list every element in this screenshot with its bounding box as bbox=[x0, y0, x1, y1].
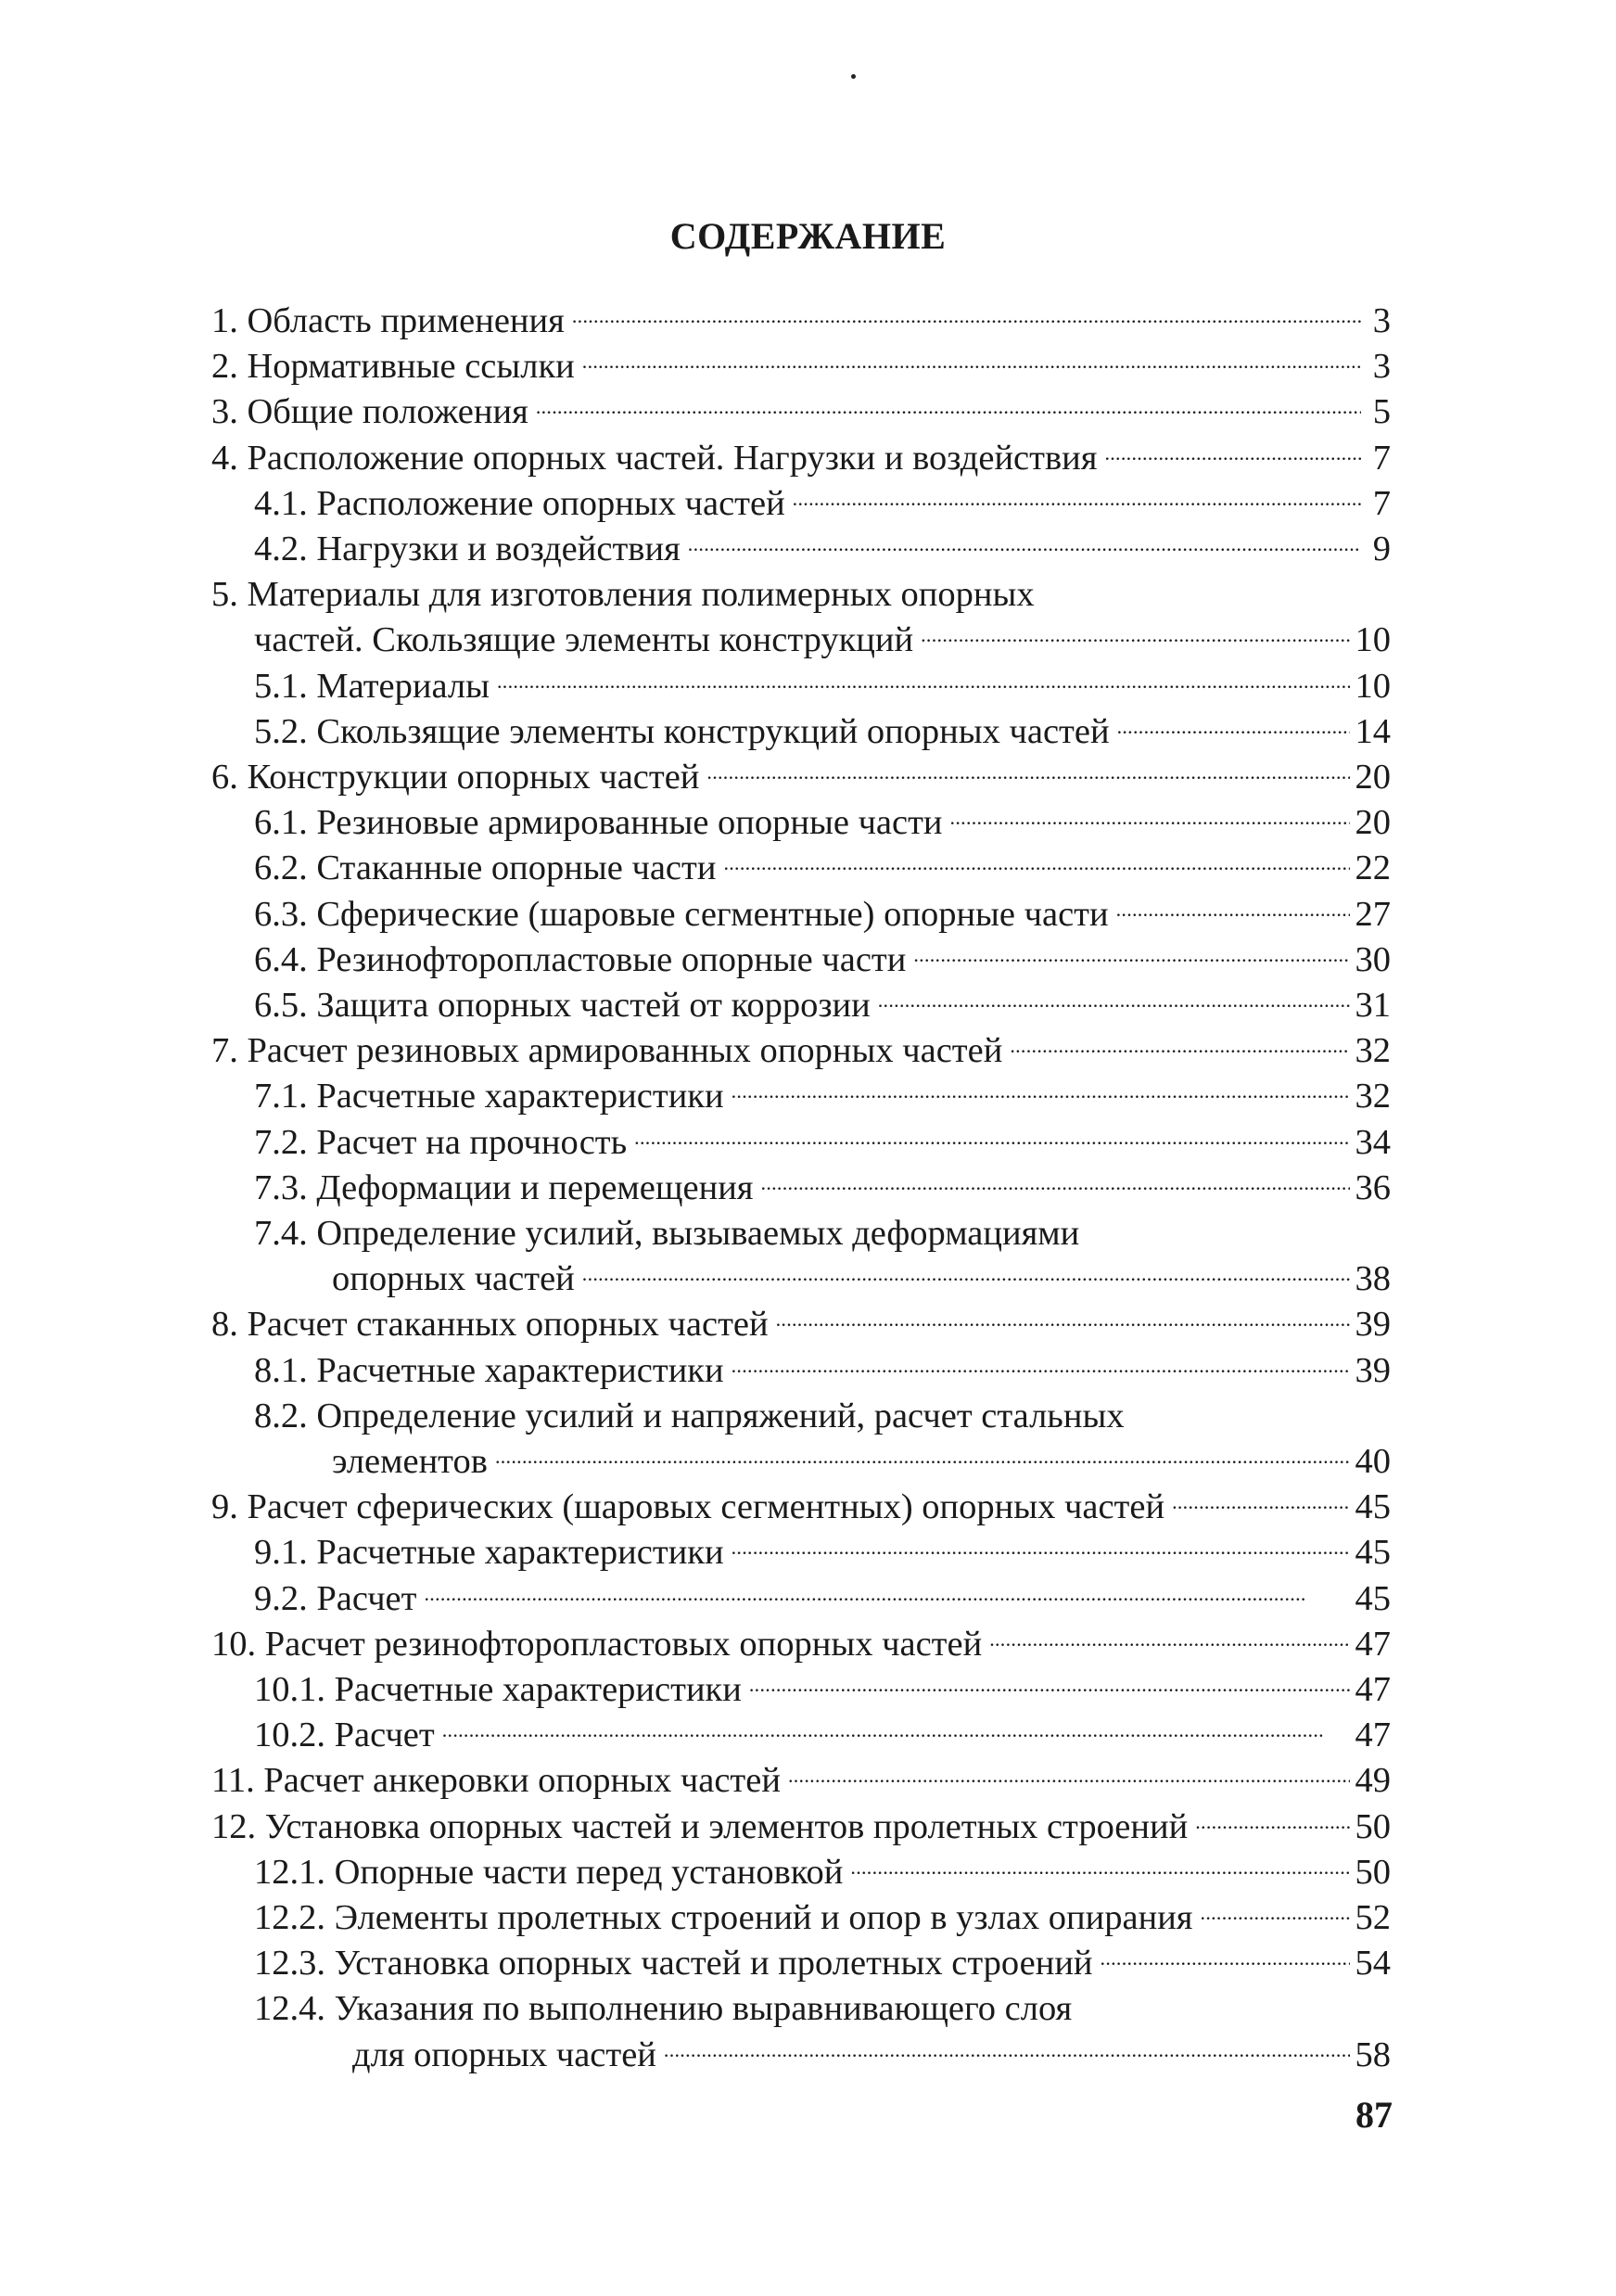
toc-entry bbox=[211, 389, 1391, 435]
toc-entry-page: 7 bbox=[1372, 483, 1391, 523]
toc-entry-title: 9.1. Расчетные характеристики bbox=[254, 1533, 724, 1573]
toc-dot-leader bbox=[1195, 1805, 1349, 1850]
toc-entry-title: 8. Расчет стаканных опорных частей bbox=[211, 1305, 769, 1345]
toc-entry bbox=[254, 481, 1391, 527]
toc-dot-leader bbox=[878, 983, 1350, 1028]
toc-entry bbox=[211, 1028, 1391, 1074]
toc-dot-leader bbox=[776, 1302, 1350, 1347]
toc-entry-title: 5.1. Материалы bbox=[254, 666, 490, 706]
toc-entry-page: 30 bbox=[1355, 939, 1391, 979]
toc-entry bbox=[211, 572, 1391, 618]
toc-entry-page: 36 bbox=[1355, 1167, 1391, 1207]
toc-entry-title: 7.2. Расчет на прочность bbox=[254, 1122, 628, 1162]
toc-dot-leader bbox=[1172, 1485, 1349, 1530]
toc-entry bbox=[211, 299, 1391, 344]
toc-entry-page: 27 bbox=[1355, 894, 1391, 934]
scan-speck bbox=[851, 74, 856, 79]
toc-dot-leader bbox=[688, 527, 1361, 572]
toc-dot-leader bbox=[1116, 892, 1350, 938]
toc-entry-title: 6.1. Резиновые армированные опорные части bbox=[254, 803, 943, 843]
toc-entry-page: 50 bbox=[1355, 1852, 1391, 1892]
toc-entry-title: 8.2. Определение усилий и напряжений, расчет стальных bbox=[254, 1396, 1125, 1435]
toc-dot-leader bbox=[749, 1667, 1350, 1713]
toc-entry-title: 4.1. Расположение опорных частей bbox=[254, 483, 785, 523]
toc-dot-leader bbox=[706, 755, 1349, 800]
toc-entry-title: 6.3. Сферические (шаровые сегментные) опорные части bbox=[254, 894, 1109, 934]
toc-entry-page: 9 bbox=[1372, 529, 1391, 568]
toc-entry-title: 4. Расположение опорных частей. Нагрузки и воздействия bbox=[211, 438, 1098, 478]
toc-entry-title: 7. Расчет резиновых армированных опорных частей bbox=[211, 1031, 1003, 1071]
toc-entry bbox=[254, 1713, 1391, 1758]
toc-entry bbox=[332, 1256, 1391, 1302]
toc-entry-title: 12.4. Указания по выполнению выравнивающего слоя bbox=[254, 1989, 1073, 2029]
toc-dot-leader bbox=[788, 1758, 1350, 1804]
toc-entry-page: 22 bbox=[1355, 848, 1391, 888]
toc-entry-page: 58 bbox=[1355, 2035, 1391, 2074]
toc-entry-title: 9.2. Расчет bbox=[254, 1578, 417, 1618]
toc-entry-title: 5. Материалы для изготовления полимерных опорных bbox=[211, 575, 1035, 615]
toc-entry-title: 6.2. Стаканные опорные части bbox=[254, 848, 717, 888]
toc-entry-title: элементов bbox=[332, 1442, 488, 1481]
toc-entry-page: 34 bbox=[1355, 1122, 1391, 1162]
toc-dot-leader bbox=[536, 389, 1361, 435]
toc-dot-leader bbox=[850, 1850, 1349, 1895]
toc-entry-title: 1. Область применения bbox=[211, 301, 565, 340]
toc-entry-title: 12.3. Установка опорных частей и пролетных строений bbox=[254, 1944, 1093, 1983]
toc-entry-page: 3 bbox=[1372, 301, 1391, 340]
toc-entry bbox=[211, 344, 1391, 389]
toc-entry bbox=[211, 1302, 1391, 1347]
toc-entry bbox=[211, 1805, 1391, 1850]
toc-entry bbox=[254, 892, 1391, 938]
toc-entry bbox=[254, 1576, 1391, 1622]
toc-dot-leader bbox=[732, 1074, 1350, 1119]
toc-entry-title: 6. Конструкции опорных частей bbox=[211, 758, 700, 797]
toc-entry-page: 10 bbox=[1355, 620, 1391, 660]
toc-entry bbox=[254, 1941, 1391, 1986]
toc-entry-title: 11. Расчет анкеровки опорных частей bbox=[211, 1761, 781, 1801]
toc-entry-title: 8.1. Расчетные характеристики bbox=[254, 1350, 724, 1390]
toc-entry-title: 12. Установка опорных частей и элементов пролетных строений bbox=[211, 1806, 1189, 1846]
toc-entry-page: 32 bbox=[1355, 1077, 1391, 1116]
toc-dot-leader bbox=[442, 1713, 1350, 1758]
toc-entry-title: 6.5. Защита опорных частей от коррозии bbox=[254, 986, 871, 1025]
toc-entry-page: 14 bbox=[1355, 711, 1391, 751]
toc-entry-page: 52 bbox=[1355, 1898, 1391, 1937]
toc-entry bbox=[254, 527, 1391, 572]
toc-entry bbox=[254, 983, 1391, 1028]
toc-dot-leader bbox=[582, 1256, 1350, 1302]
toc-dot-leader bbox=[793, 481, 1361, 527]
toc-entry-page: 47 bbox=[1355, 1670, 1391, 1709]
toc-entry-title: 12.1. Опорные части перед установкой bbox=[254, 1852, 844, 1892]
toc-entry-page: 38 bbox=[1355, 1259, 1391, 1299]
toc-entry-page: 39 bbox=[1355, 1350, 1391, 1390]
toc-entry bbox=[332, 1439, 1391, 1485]
toc-entry-title: частей. Скользящие элементы конструкций bbox=[254, 620, 914, 660]
toc-dot-leader bbox=[664, 2033, 1350, 2078]
toc-entry bbox=[254, 1986, 1391, 2032]
toc-entry bbox=[211, 436, 1391, 481]
toc-entry bbox=[211, 1485, 1391, 1530]
toc-entry bbox=[254, 938, 1391, 983]
toc-entry-title: 7.1. Расчетные характеристики bbox=[254, 1077, 724, 1116]
toc-entry bbox=[254, 1850, 1391, 1895]
toc-dot-leader bbox=[723, 846, 1349, 891]
toc-entry-title: 5.2. Скользящие элементы конструкций опорных частей bbox=[254, 711, 1110, 751]
toc-dot-leader bbox=[913, 938, 1349, 983]
toc-entry-title: 12.2. Элементы пролетных строений и опор в узлах опирания bbox=[254, 1898, 1193, 1937]
toc-entry bbox=[254, 1530, 1391, 1575]
toc-entry bbox=[254, 1348, 1391, 1394]
toc-dot-leader bbox=[582, 344, 1361, 389]
toc-entry-page: 5 bbox=[1372, 392, 1391, 432]
toc-entry bbox=[254, 1120, 1391, 1166]
toc-dot-leader bbox=[1101, 1941, 1350, 1986]
toc-dot-leader bbox=[1010, 1028, 1349, 1074]
toc-entry bbox=[211, 1758, 1391, 1804]
toc-entry bbox=[254, 1667, 1391, 1713]
toc-entry bbox=[254, 709, 1391, 755]
toc-entry bbox=[254, 618, 1391, 663]
toc-entry-page: 45 bbox=[1355, 1533, 1391, 1573]
toc-entry-page: 40 bbox=[1355, 1442, 1391, 1481]
toc-entry-page: 39 bbox=[1355, 1305, 1391, 1345]
toc-dot-leader bbox=[634, 1120, 1349, 1166]
toc-entry bbox=[254, 1211, 1391, 1256]
page-title: СОДЕРЖАНИЕ bbox=[669, 215, 947, 257]
toc-dot-leader bbox=[732, 1348, 1350, 1394]
toc-entry-page: 20 bbox=[1355, 758, 1391, 797]
toc-entry-page: 31 bbox=[1355, 986, 1391, 1025]
toc-entry-page: 45 bbox=[1355, 1487, 1391, 1527]
toc-entry-title: для опорных частей bbox=[352, 2035, 656, 2074]
toc-dot-leader bbox=[950, 800, 1350, 846]
toc-entry bbox=[211, 1622, 1391, 1667]
toc-dot-leader bbox=[424, 1576, 1349, 1622]
toc-entry-title: 10.2. Расчет bbox=[254, 1716, 435, 1755]
toc-dot-leader bbox=[1117, 709, 1350, 755]
page-number: 87 bbox=[1355, 2094, 1393, 2136]
toc-entry bbox=[352, 2033, 1391, 2078]
toc-entry-page: 47 bbox=[1355, 1624, 1391, 1664]
toc-entry-title: 3. Общие положения bbox=[211, 392, 528, 432]
toc-entry-page: 54 bbox=[1355, 1944, 1391, 1983]
toc-dot-leader bbox=[497, 664, 1350, 709]
toc-dot-leader bbox=[989, 1622, 1349, 1667]
toc-entry-page: 50 bbox=[1355, 1806, 1391, 1846]
toc-dot-leader bbox=[921, 618, 1349, 663]
toc-entry-page: 49 bbox=[1355, 1761, 1391, 1801]
toc-entry bbox=[254, 846, 1391, 891]
toc-entry-title: 2. Нормативные ссылки bbox=[211, 347, 575, 387]
toc-dot-leader bbox=[1201, 1895, 1350, 1941]
toc-dot-leader bbox=[572, 299, 1361, 344]
toc-entry-page: 20 bbox=[1355, 803, 1391, 843]
toc-entry-page: 7 bbox=[1372, 438, 1391, 478]
toc-entry-title: 6.4. Резинофторопластовые опорные части bbox=[254, 939, 907, 979]
toc-dot-leader bbox=[761, 1166, 1350, 1211]
toc-entry-page: 3 bbox=[1372, 347, 1391, 387]
toc-entry-title: 9. Расчет сферических (шаровых сегментных) опорных частей bbox=[211, 1487, 1165, 1527]
toc-entry bbox=[254, 1074, 1391, 1119]
toc-dot-leader bbox=[1104, 436, 1361, 481]
toc-entry-title: 10.1. Расчетные характеристики bbox=[254, 1670, 742, 1709]
toc-entry bbox=[254, 800, 1391, 846]
toc-dot-leader bbox=[495, 1439, 1350, 1485]
toc-entry-page: 45 bbox=[1355, 1578, 1391, 1618]
toc-entry-title: опорных частей bbox=[332, 1259, 575, 1299]
toc-entry-page: 47 bbox=[1355, 1716, 1391, 1755]
toc-entry bbox=[211, 755, 1391, 800]
toc-entry-title: 10. Расчет резинофторопластовых опорных частей bbox=[211, 1624, 983, 1664]
toc-entry bbox=[254, 1895, 1391, 1941]
toc-entry bbox=[254, 1394, 1391, 1439]
toc-entry-title: 7.4. Определение усилий, вызываемых деформациями bbox=[254, 1214, 1080, 1253]
toc-entry-title: 7.3. Деформации и перемещения bbox=[254, 1167, 754, 1207]
toc-dot-leader bbox=[732, 1530, 1350, 1575]
toc-entry-page: 10 bbox=[1355, 666, 1391, 706]
toc-entry-title: 4.2. Нагрузки и воздействия bbox=[254, 529, 681, 568]
toc-entry bbox=[254, 1166, 1391, 1211]
toc-entry bbox=[254, 664, 1391, 709]
toc-entry-page: 32 bbox=[1355, 1031, 1391, 1071]
